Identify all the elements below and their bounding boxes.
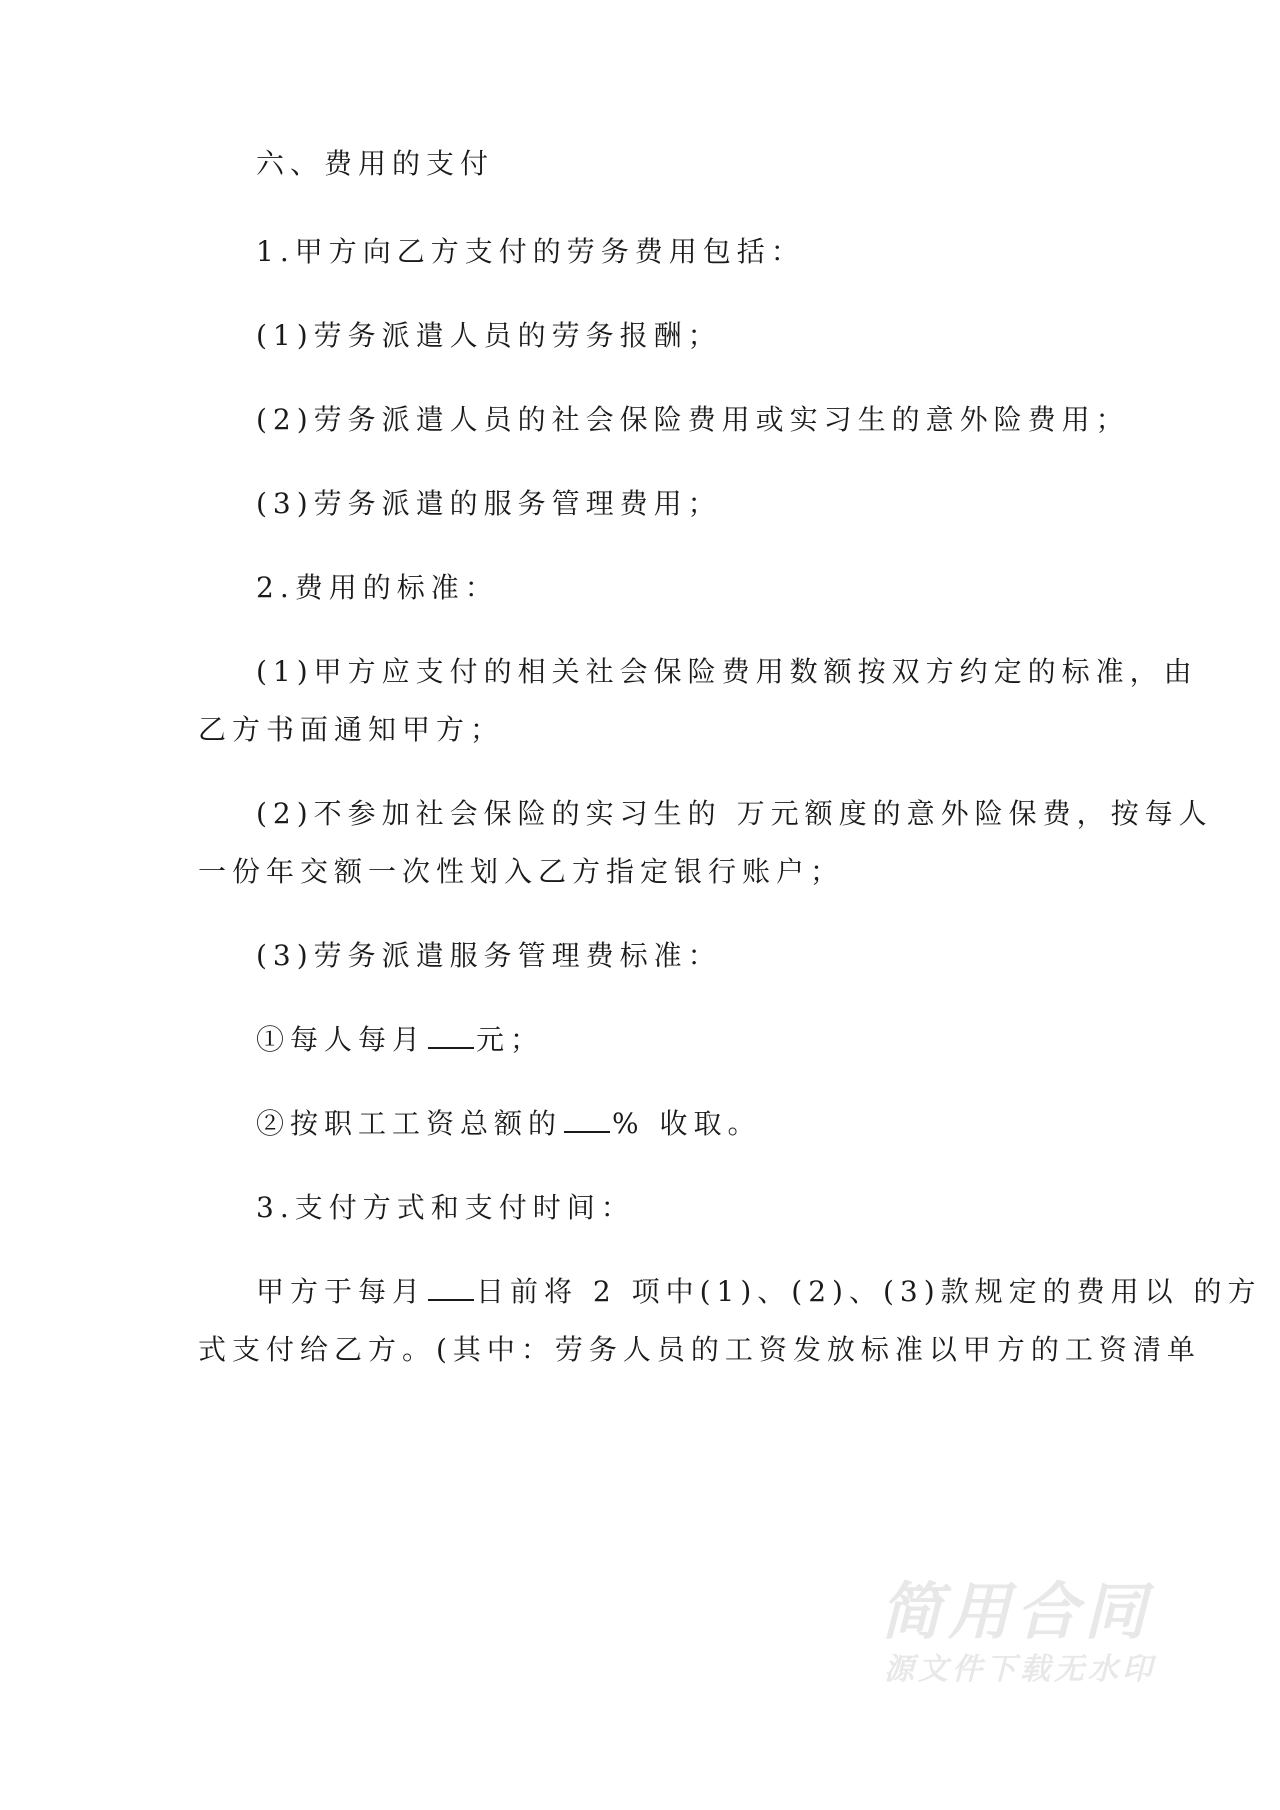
payment-line-1 xyxy=(256,1272,1262,1312)
watermark-main-text: 简用合同 xyxy=(880,1575,1153,1648)
clause-2-item-1-line-2: 乙方书面通知甲方； xyxy=(198,713,505,746)
fee-option-2 xyxy=(256,1104,762,1144)
clause-2-item-2-line-2: 一份年交额一次性划入乙方指定银行账户； xyxy=(198,855,845,888)
payment-day-blank[interactable] xyxy=(428,1273,474,1301)
payment-prefix: 甲方于每月 xyxy=(256,1275,427,1308)
clause-2: 2.费用的标准： xyxy=(256,571,499,604)
payment-suffix: 日前将 2 项中(1)、(2)、(3)款规定的费用以 的方 xyxy=(476,1275,1262,1308)
fee-option-2-suffix: % 收取。 xyxy=(612,1107,762,1140)
fee-option-1 xyxy=(256,1020,544,1060)
fee-option-1-suffix: 元； xyxy=(476,1023,545,1056)
section-heading: 六、费用的支付 xyxy=(256,147,495,180)
watermark-sub-text: 源文件下载无水印 xyxy=(884,1652,1156,1687)
fee-amount-blank[interactable] xyxy=(428,1021,474,1049)
clause-1-item-3: (3)劳务派遣的服务管理费用； xyxy=(256,487,722,520)
watermark-logo xyxy=(880,1562,1200,1692)
fee-option-1-prefix: ①每人每月 xyxy=(256,1023,427,1056)
clause-1-item-2: (2)劳务派遣人员的社会保险费用或实习生的意外险费用； xyxy=(256,403,1130,436)
clause-1-item-1: (1)劳务派遣人员的劳务报酬； xyxy=(256,319,722,352)
clause-2-item-1-line-1: (1)甲方应支付的相关社会保险费用数额按双方约定的标准，由 xyxy=(256,655,1198,688)
clause-2-item-3: (3)劳务派遣服务管理费标准： xyxy=(256,939,722,972)
clause-3: 3.支付方式和支付时间： xyxy=(256,1191,635,1224)
payment-line-2: 式支付给乙方。(其中：劳务人员的工资发放标准以甲方的工资清单 xyxy=(198,1333,1201,1366)
fee-option-2-prefix: ②按职工工资总额的 xyxy=(256,1107,563,1140)
clause-2-item-2-line-1: (2)不参加社会保险的实习生的 万元额度的意外险保费，按每人 xyxy=(256,797,1213,830)
fee-percent-blank[interactable] xyxy=(564,1105,610,1133)
clause-1: 1.甲方向乙方支付的劳务费用包括： xyxy=(256,235,805,268)
